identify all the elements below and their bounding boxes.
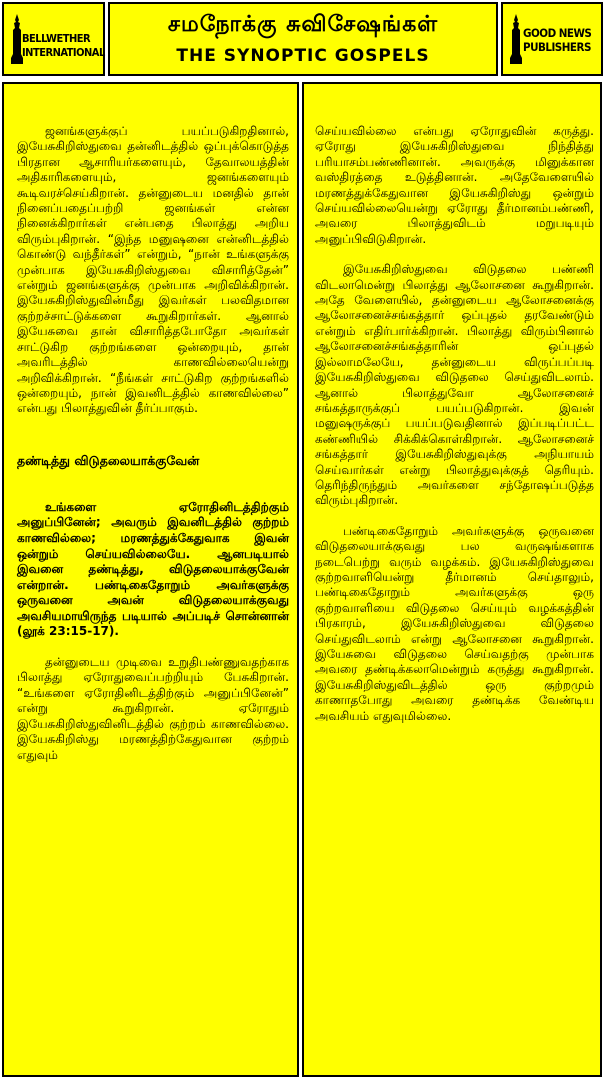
paragraph: தன்னுடைய முடிவை உறுதிபண்ணுவதற்காக பிலாத்து ஏரோதுவைப்பற்றியும் பேசுகிறான். “உங்களை ஏரோதினிடத்திற்கும் அனுப்பினேன்” என்று கூறுகிறான். ஏரோதும் இயேசுகிறிஸ்துவினிடத்தில் குற்றம் காணவில்லை. இயேசுகிறிஸ்து மரணத்திற்கேதுவான குற்றம் எதுவும்: [17, 655, 289, 762]
paragraph: ஜனங்களுக்குப் பயப்படுகிறதினால், இயேசுகிறிஸ்துவை தன்னிடத்தில் ஒப்புக்கொடுத்த பிரதான ஆசாரியர்களையும், தேவாலயத்தின் அதிகாரிகளையும், ஜனங்களையும் கூடிவரச்செய்கிறான். தன்னுடைய மனதில் தான் நினைப்பதைப்பற்றி ஜனங்கள் என்ன நினைக்கிறார்கள் என்பதை பிலாத்து அறிய விரும்புகிறான். “இந்த மனுஷனை என்னிடத்தில் கொண்டு வந்தீர்கள்” என்றும், “நான் உங்களுக்கு முன்பாக இயேசுகிறிஸ்துவை விசாரித்தேன்” என்றும் ஜனங்களுக்கு முன்பாக அறிவிக்கிறான். இயேசுகிறிஸ்துவின்மீது இவர்கள் பலவிதமான குற்றச்சாட்டுக்களை கூறுகிறார்கள். ஆனால் இயேசுவை தான் விசாரித்தபோதோ அவர்கள் சாட்டுகிற குற்றங்களை ஒன்றையும், தான் அவரிடத்தில் காணவில்லையென்று அறிவிக்கிறான். “நீங்கள் சாட்டுகிற குற்றங்களில் ஒன்றையும், நான் இவனிடத்தில் காணவில்லை” என்பது பிலாத்துவின் தீர்ப்பாகும்.: [17, 124, 289, 416]
bellwether-logo-box: [2, 2, 105, 76]
title-box: [108, 2, 498, 76]
paragraph: இயேசுகிறிஸ்துவை விடுதலை பண்ணி விடலாமென்று பிலாத்து ஆலோசனை கூறுகிறான். அதே வேளையில், தன்னுடைய ஆலோசனைக்கு ஆலோசனைச்சங்கத்தார் ஒப்புதல் தரவேண்டும் என்றும் எதிர்பார்க்கிறான். பிலாத்து விரும்பினால் ஆலோசனைச்சங்கத்தாரின் ஒப்புதல் இல்லாமலேயே, தன்னுடைய விருப்பப்படி இயேசுகிறிஸ்துவை விடுதலை செய்துவிடலாம். ஆனால் பிலாத்துவோ ஆலோசனைச் சங்கத்தாருக்குப் பயப்படுகிறான். இவன் மனுஷருக்குப் பயப்படுவதினால் இப்படிப்பட்ட கண்ணியில் சிக்கிக்கொள்கிறான். ஆலோசனைச் சங்கத்தார் இயேசுகிறிஸ்துவுக்கு அநியாயம் செய்வார்கள் என்று பிலாத்துவுக்குத் தெரியும். தெரிந்திருந்தும் அவர்களை சந்தோஷப்படுத்த விரும்புகிறான்.: [315, 262, 594, 508]
left-column: [2, 82, 299, 1077]
paragraph: செய்யவில்லை என்பது ஏரோதுவின் கருத்து. ஏரோது இயேசுகிறிஸ்துவை நிந்தித்து பரியாசம்பண்ணினான். அவருக்கு மினுக்கான வஸ்திரத்தை உடுத்தினான். அதேவேளையில் மரணத்துக்கேதுவான இயேசுகிறிஸ்து ஒன்றும் செய்யவில்லையென்று ஏரோது தீர்மானம்பண்ணி, அவரை பிலாத்துவிடம் மறுபடியும் அனுப்பிவிடுகிறான்.: [315, 124, 594, 246]
logo-line-2: INTERNATIONAL: [22, 46, 105, 59]
scripture-quote: உங்களை ஏரோதினிடத்திற்கும் அனுப்பினேன்; அவரும் இவனிடத்தில் குற்றம் காணவில்லை; மரணத்துக்கேதுவாக இவன் ஒன்றும் செய்யவில்லையே. ஆனபடியால் இவனை தண்டித்து, விடுதலையாக்குவேன் என்றான். பண்டிகைதோறும் அவர்களுக்கு ஒருவனை அவன் விடுதலையாக்குவது அவசியமாயிருந்த படியால் அப்படிச் சொன்னான் (லூக் 23:15-17).: [17, 499, 289, 639]
goodnews-logo-box: [501, 2, 603, 76]
page-header: [0, 0, 605, 80]
goodnews-logo-text: [523, 26, 591, 54]
logo-line-1: GOOD NEWS: [523, 26, 592, 40]
right-column: [302, 82, 602, 1077]
page-title-tamil: சமநோக்கு சுவிசேஷங்கள்: [167, 12, 439, 37]
section-heading: தண்டித்து விடுதலையாக்குவேன்: [17, 452, 200, 468]
logo-line-1: BELLWETHER: [22, 32, 91, 45]
paragraph: பண்டிகைதோறும் அவர்களுக்கு ஒருவனை விடுதலையாக்குவது பல வருஷங்களாக நடைபெற்று வரும் வழக்கம். இயேசுகிறிஸ்துவை குற்றவாளியென்று தீர்மானம் செய்தாலும், பண்டிகைதோறும் அவர்களுக்கு ஒரு குற்றவாளியை விடுதலை செய்யும் வழக்கத்தின் பிரகாரம், இயேசுகிறிஸ்துவை விடுதலை செய்துவிடலாம் என்று ஆலோசனை கூறுகிறான். இயேசுவை விடுதலை செய்வதற்கு முன்பாக அவரை தண்டிக்கலாமென்றும் கருத்து கூறுகிறான். இயேசுகிறிஸ்துவிடத்தில் ஒரு குற்றமும் காணாதபோது அவரை தண்டிக்க வேண்டிய அவசியம் எதுவுமில்லை.: [315, 523, 594, 723]
bellwether-logo-text: [22, 32, 105, 60]
logo-line-2: PUBLISHERS: [523, 40, 591, 54]
candle-logo-icon: [509, 14, 523, 64]
content-area: [0, 80, 605, 1079]
page-title-english: THE SYNOPTIC GOSPELS: [176, 46, 430, 66]
